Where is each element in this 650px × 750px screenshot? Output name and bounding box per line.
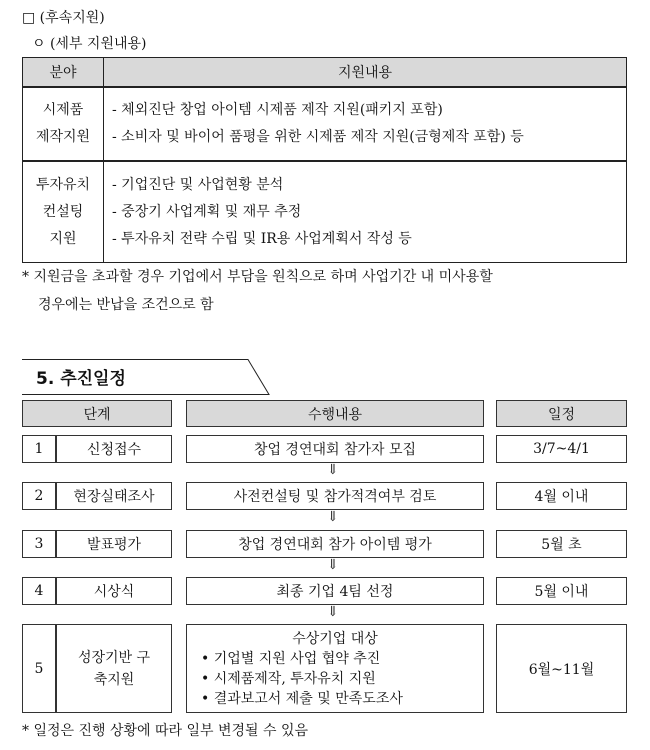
down-arrow-icon: ⇓ bbox=[327, 509, 339, 525]
step-date: 5월 이내 bbox=[496, 577, 627, 605]
step-number: 5 bbox=[22, 624, 56, 713]
step-date: 6월~11월 bbox=[496, 624, 627, 713]
step-content: 최종 기업 4팀 선정 bbox=[186, 577, 484, 605]
field-line: 시제품 bbox=[42, 102, 84, 118]
content-item: - 소비자 및 바이어 품평을 위한 시제품 제작 지원(금형제작 포함) 등 bbox=[112, 129, 524, 145]
step-content: 창업 경연대회 참가자 모집 bbox=[186, 435, 484, 463]
field-line: 투자유치 bbox=[35, 176, 91, 193]
support-table bbox=[22, 57, 627, 263]
down-arrow-icon: ⇓ bbox=[327, 604, 339, 620]
step-name: 시상식 bbox=[56, 577, 172, 605]
step-number: 4 bbox=[22, 577, 56, 605]
heading: □ (후속지원) bbox=[22, 10, 105, 26]
down-arrow-icon: ⇓ bbox=[327, 557, 339, 573]
step-date: 4월 이내 bbox=[496, 482, 627, 510]
header-field: 분야 bbox=[23, 58, 104, 88]
table-row bbox=[23, 161, 627, 263]
subheading: ㅇ (세부 지원내용) bbox=[32, 36, 147, 52]
step-date: 5월 초 bbox=[496, 530, 627, 558]
step-content-item: • 시제품제작, 투자유치 지원 bbox=[201, 670, 376, 687]
step-content-item: • 결과보고서 제출 및 만족도조사 bbox=[201, 690, 403, 707]
step-content-title: 수상기업 대상 bbox=[292, 630, 378, 647]
down-arrow-icon: ⇓ bbox=[327, 462, 339, 478]
step-date: 3/7~4/1 bbox=[496, 435, 627, 463]
content-item: - 중장기 사업계획 및 재무 추정 bbox=[112, 203, 302, 220]
field-line: 컨설팅 bbox=[42, 203, 84, 220]
schedule-header-stage: 단계 bbox=[22, 400, 172, 427]
note-line: * 지원금을 초과할 경우 기업에서 부담을 원칙으로 하며 사업기간 내 미사용할 bbox=[22, 269, 493, 285]
header-content: 지원내용 bbox=[104, 58, 627, 88]
step-content-block bbox=[186, 624, 484, 713]
step-number: 2 bbox=[22, 482, 56, 510]
content-item: - 투자유치 전략 수립 및 IR용 사업계획서 작성 등 bbox=[112, 230, 412, 247]
schedule-note: * 일정은 진행 상황에 따라 일부 변경될 수 있음 bbox=[22, 723, 309, 739]
field-line: 제작지원 bbox=[35, 129, 91, 145]
table-row bbox=[23, 87, 627, 161]
section-title: 5. 추진일정 bbox=[36, 369, 126, 389]
step-name: 현장실태조사 bbox=[56, 482, 172, 510]
step-content: 창업 경연대회 참가 아이템 평가 bbox=[186, 530, 484, 558]
step-name: 발표평가 bbox=[56, 530, 172, 558]
step-number: 1 bbox=[22, 435, 56, 463]
field-line: 지원 bbox=[49, 230, 77, 247]
step-content-item: • 기업별 지원 사업 협약 추진 bbox=[201, 650, 381, 667]
content-item: - 기업진단 및 사업현황 분석 bbox=[112, 176, 284, 193]
schedule-header-date: 일정 bbox=[496, 400, 627, 427]
note-line: 경우에는 반납을 조건으로 함 bbox=[38, 297, 214, 313]
step-number: 3 bbox=[22, 530, 56, 558]
step-name: 성장기반 구축지원 bbox=[56, 624, 172, 713]
schedule-header-content: 수행내용 bbox=[186, 400, 484, 427]
step-content: 사전컨설팅 및 참가적격여부 검토 bbox=[186, 482, 484, 510]
content-item: - 체외진단 창업 아이템 시제품 제작 지원(패키지 포함) bbox=[112, 102, 443, 118]
step-name: 신청접수 bbox=[56, 435, 172, 463]
